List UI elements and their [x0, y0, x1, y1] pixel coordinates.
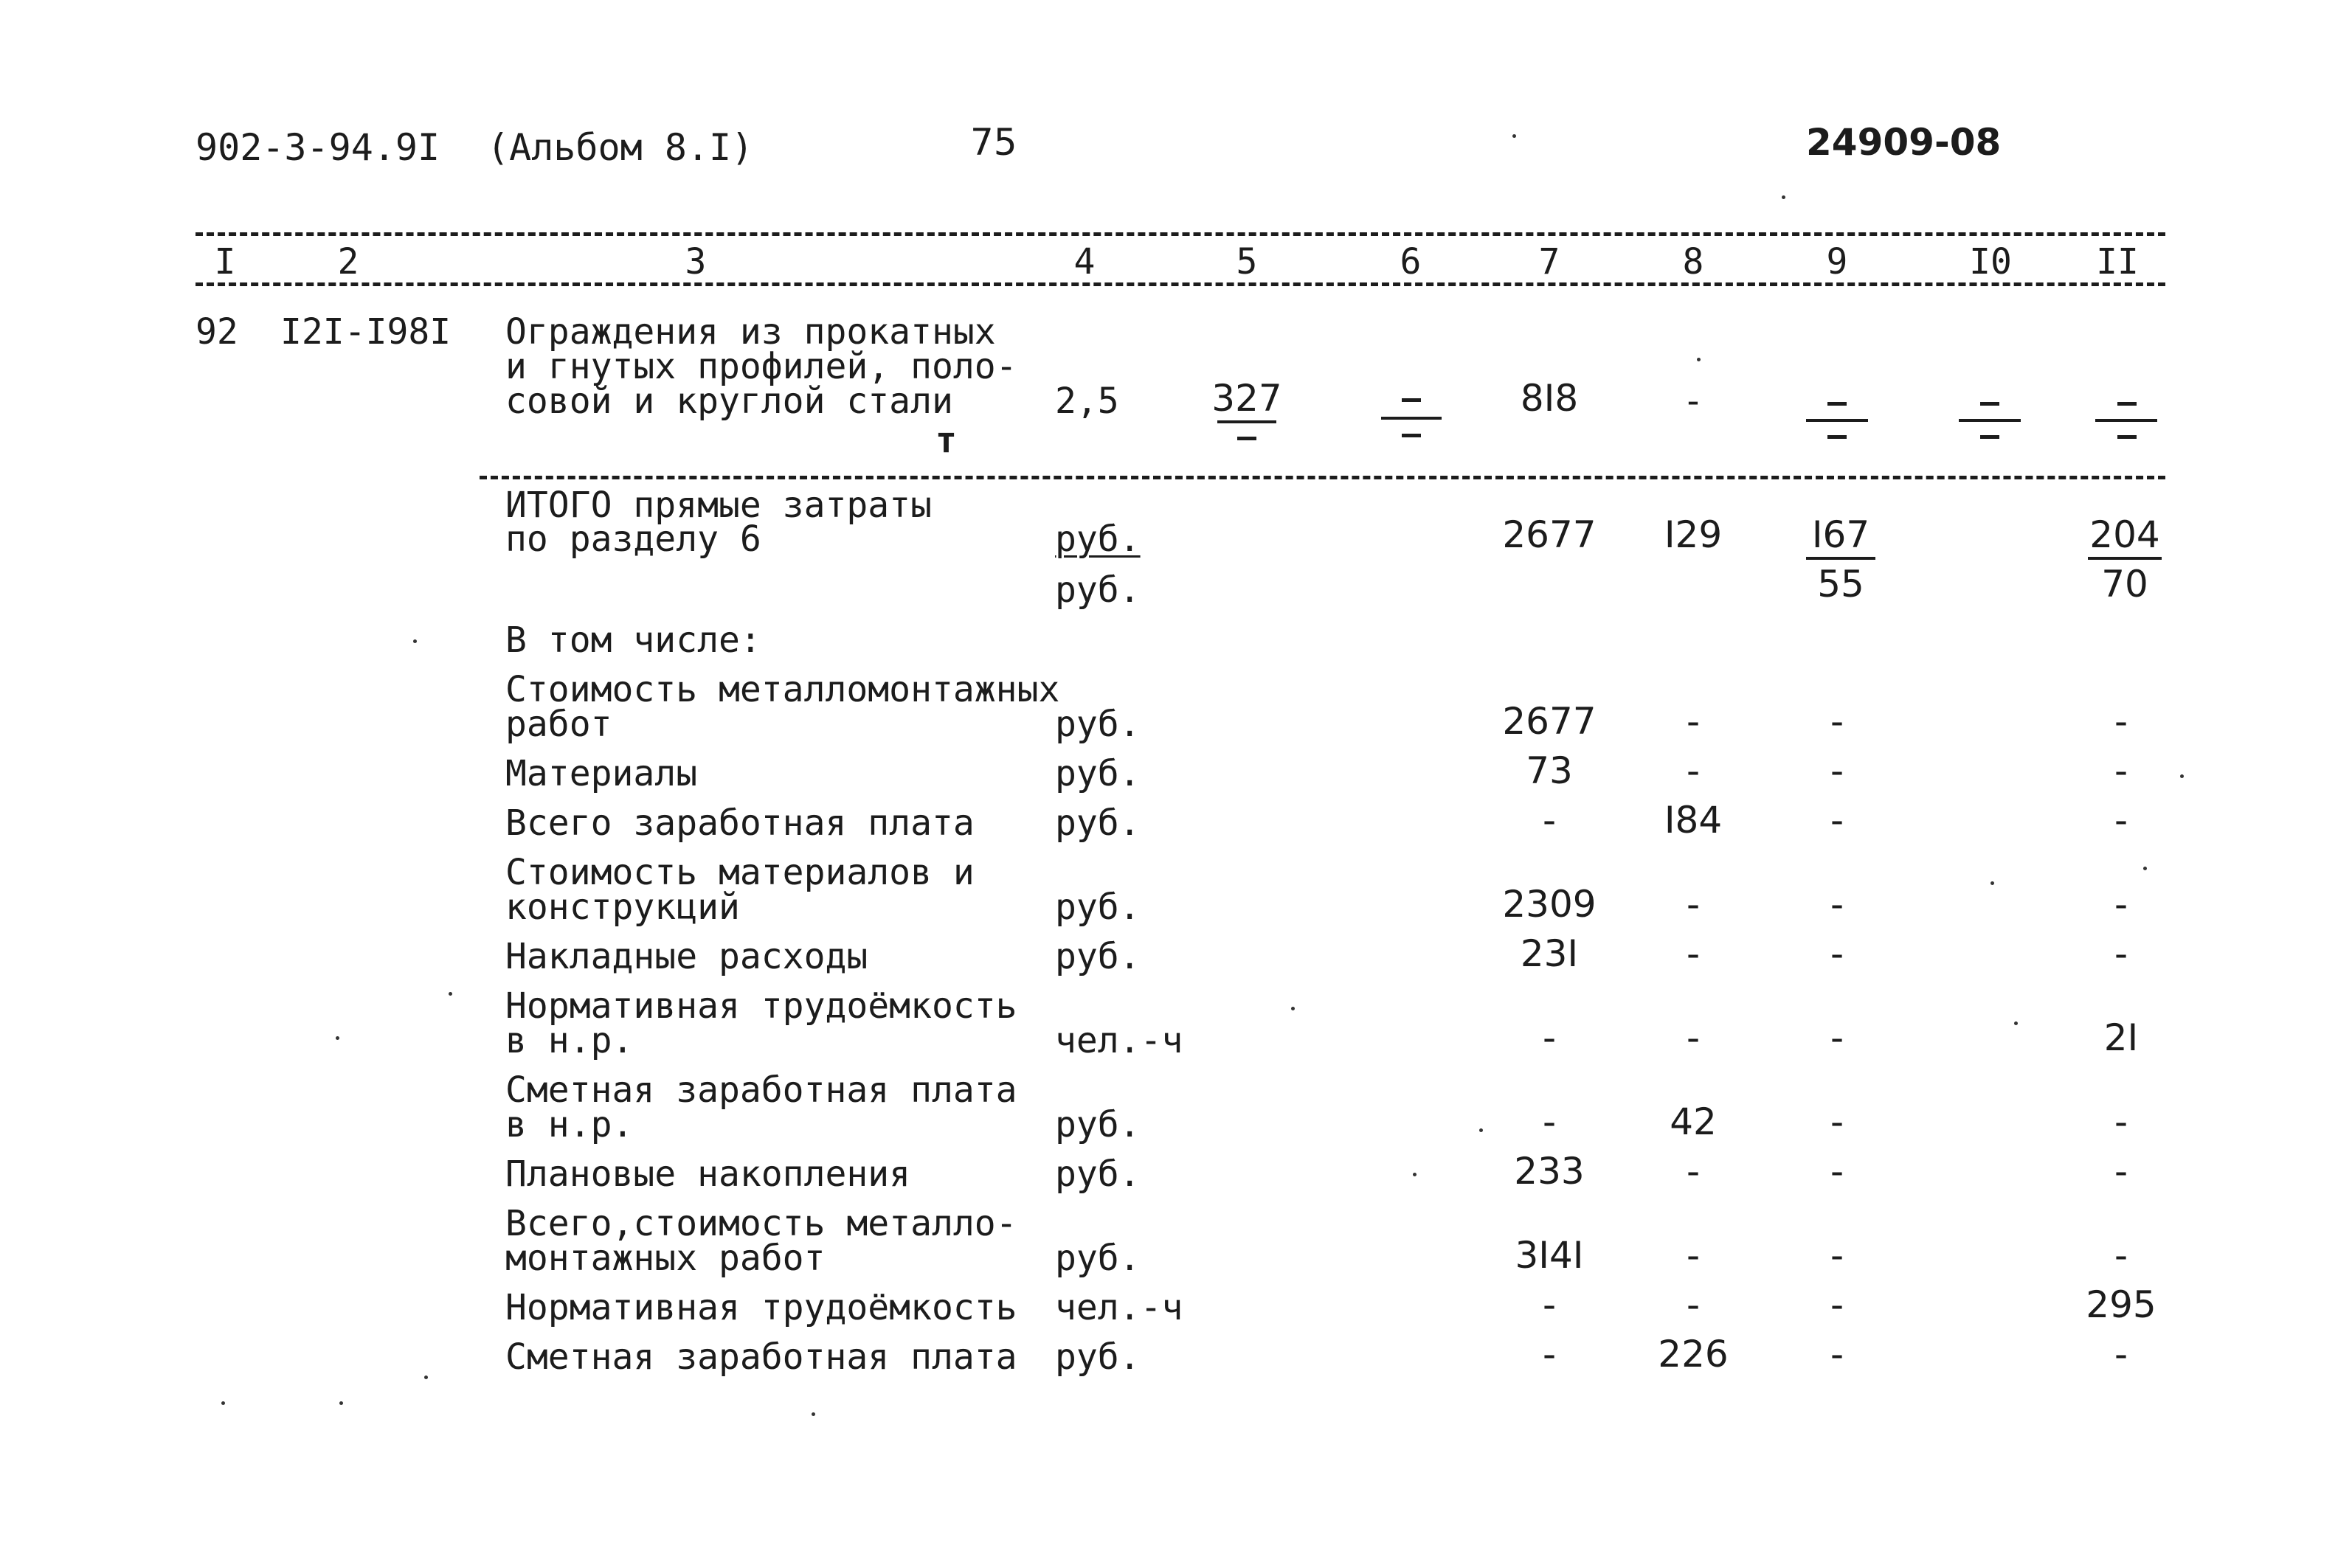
- column-header: II: [2096, 241, 2139, 282]
- cell-col7: -: [1542, 1333, 1557, 1376]
- cell-col7: -: [1542, 1016, 1557, 1059]
- cell-col11: -: [2114, 1333, 2128, 1376]
- cell-col8: -: [1686, 932, 1701, 975]
- breakdown-unit: руб.: [1055, 936, 1141, 977]
- breakdown-unit: руб.: [1055, 802, 1141, 844]
- column-header: 9: [1826, 241, 1848, 282]
- column-header: 6: [1400, 241, 1422, 282]
- cell-col9: -: [1830, 749, 1844, 792]
- fraction-bar: [1217, 420, 1276, 423]
- cell-col9: -: [1830, 700, 1844, 743]
- cell-col9: -: [1830, 932, 1844, 975]
- cell-col9: -: [1830, 1333, 1844, 1376]
- cell-col9: -: [1830, 1283, 1844, 1326]
- cell-col9: -: [1830, 799, 1844, 842]
- column-header: I: [214, 241, 236, 282]
- cell-col9: -: [1830, 1150, 1844, 1193]
- total-col8: I29: [1664, 513, 1723, 556]
- page-number: 75: [970, 121, 1017, 164]
- empty-mark: [1980, 435, 1999, 439]
- empty-mark: [1402, 398, 1421, 402]
- item-total: 8I8: [1520, 377, 1579, 420]
- column-header: 2: [337, 241, 359, 282]
- scan-speck: [1413, 1173, 1417, 1176]
- row-number: 92: [196, 311, 238, 353]
- cell-col8: 42: [1670, 1100, 1717, 1143]
- total-col9-top: I67: [1811, 513, 1870, 556]
- breakdown-unit: чел.-ч: [1055, 1287, 1183, 1328]
- breakdown-label-line: Стоимость металломонтажных: [505, 669, 1060, 710]
- cell-col8: -: [1686, 1234, 1701, 1277]
- cell-col11: -: [2114, 883, 2128, 926]
- breakdown-label-line: Материалы: [505, 753, 698, 794]
- cell-col11: -: [2114, 1234, 2128, 1277]
- cell-col8: -: [1686, 1150, 1701, 1193]
- cell-col7: 73: [1526, 749, 1573, 792]
- total-unit: руб.: [1055, 518, 1141, 560]
- cell-col8: -: [1686, 1016, 1701, 1059]
- cell-col7: 3I4I: [1515, 1234, 1584, 1277]
- fraction-bar: [1381, 417, 1442, 420]
- column-header: 8: [1682, 241, 1704, 282]
- cell-col9: -: [1830, 1100, 1844, 1143]
- cell-col7: 23I: [1520, 932, 1579, 975]
- breakdown-label-line: Накладные расходы: [505, 936, 868, 977]
- empty-mark: [1402, 434, 1421, 437]
- breakdown-label-line: Нормативная трудоёмкость: [505, 985, 1017, 1027]
- column-header: 3: [685, 241, 707, 282]
- item-quantity: 2,5: [1055, 381, 1119, 422]
- column-header: 7: [1538, 241, 1560, 282]
- breakdown-label-line: Всего заработная плата: [505, 802, 975, 844]
- cell-col11: 295: [2086, 1283, 2156, 1326]
- album-label: (Альбом 8.I): [487, 126, 754, 169]
- breakdown-label-line: работ: [505, 704, 612, 745]
- cell-col11: -: [2114, 749, 2128, 792]
- total-label-line: по разделу 6: [505, 518, 761, 560]
- cell-col7: -: [1542, 1100, 1557, 1143]
- item-col8: -: [1682, 381, 1704, 422]
- sheet-number: 24909-08: [1806, 121, 2002, 164]
- item-description-line: Ограждения из прокатных: [505, 311, 996, 353]
- cell-col11: -: [2114, 1100, 2128, 1143]
- fraction-bar: [1806, 557, 1875, 560]
- scan-speck: [424, 1376, 428, 1379]
- empty-mark: [2117, 435, 2137, 439]
- scan-speck: [2143, 867, 2147, 870]
- cell-col11: -: [2114, 700, 2128, 743]
- cell-col8: -: [1686, 700, 1701, 743]
- cell-col8: I84: [1664, 799, 1723, 842]
- scan-speck: [413, 639, 417, 643]
- total-col11-bottom: 70: [2101, 563, 2148, 606]
- cell-col7: 2309: [1502, 883, 1597, 926]
- item-code: I2I-I98I: [280, 311, 452, 353]
- breakdown-unit: руб.: [1055, 1154, 1141, 1195]
- breakdown-label-line: конструкций: [505, 887, 740, 928]
- breakdown-label-line: Стоимость материалов и: [505, 852, 975, 893]
- breakdown-unit: руб.: [1055, 887, 1141, 928]
- breakdown-label-line: Всего,стоимость металло-: [505, 1203, 1017, 1244]
- scan-speck: [449, 992, 452, 996]
- cell-col7: -: [1542, 799, 1557, 842]
- cell-col8: -: [1686, 1283, 1701, 1326]
- breakdown-unit: руб.: [1055, 704, 1141, 745]
- cell-col8: -: [1686, 883, 1701, 926]
- empty-mark: [1827, 435, 1847, 439]
- empty-mark: [2117, 402, 2137, 406]
- fraction-bar: [2088, 557, 2162, 560]
- breakdown-label-line: Сметная заработная плата: [505, 1069, 1017, 1111]
- cell-col11: -: [2114, 799, 2128, 842]
- total-label-line: ИТОГО прямые затраты: [505, 485, 932, 526]
- scan-speck: [1479, 1128, 1483, 1132]
- scan-speck: [1512, 134, 1516, 138]
- cell-col9: -: [1830, 1016, 1844, 1059]
- item-unit: т: [935, 420, 957, 461]
- cell-col8: -: [1686, 749, 1701, 792]
- item-unit-cost: 327: [1211, 377, 1282, 420]
- breakdown-label-line: монтажных работ: [505, 1238, 826, 1279]
- breakdown-unit: руб.: [1055, 1238, 1141, 1279]
- scan-speck: [1291, 1007, 1295, 1010]
- total-col7: 2677: [1502, 513, 1597, 556]
- item-description-line: совой и круглой стали: [505, 381, 953, 422]
- column-header: 5: [1236, 241, 1258, 282]
- cell-col11: -: [2114, 1150, 2128, 1193]
- empty-mark: [1827, 402, 1847, 406]
- fraction-bar: [1806, 419, 1868, 422]
- section-separator-rule: [480, 476, 2165, 479]
- scan-speck: [1697, 358, 1701, 361]
- cell-col11: 2I: [2103, 1016, 2139, 1059]
- breakdown-label-line: Сметная заработная плата: [505, 1336, 1017, 1378]
- scan-speck: [336, 1036, 339, 1040]
- total-col11-top: 204: [2089, 513, 2160, 556]
- cell-col8: 226: [1658, 1333, 1729, 1376]
- empty-mark: [1237, 437, 1256, 440]
- breakdown-label-line: Плановые накопления: [505, 1154, 911, 1195]
- cell-col9: -: [1830, 883, 1844, 926]
- including-label: В том числе:: [505, 620, 761, 661]
- breakdown-label-line: в н.р.: [505, 1104, 634, 1145]
- scan-speck: [2180, 774, 2184, 778]
- breakdown-unit: руб.: [1055, 753, 1141, 794]
- scan-speck: [339, 1401, 343, 1405]
- cell-col7: -: [1542, 1283, 1557, 1326]
- cell-col9: -: [1830, 1234, 1844, 1277]
- scan-speck: [221, 1401, 225, 1405]
- total-unit: руб.: [1055, 569, 1141, 611]
- scan-speck: [1782, 195, 1785, 199]
- breakdown-unit: руб.: [1055, 1336, 1141, 1378]
- fraction-bar: [1959, 419, 2021, 422]
- header-top-rule: [196, 232, 2165, 236]
- column-header: 4: [1073, 241, 1096, 282]
- scan-speck: [2014, 1021, 2018, 1025]
- empty-mark: [1980, 402, 1999, 406]
- breakdown-unit: чел.-ч: [1055, 1020, 1183, 1061]
- breakdown-label-line: в н.р.: [505, 1020, 634, 1061]
- breakdown-label-line: Нормативная трудоёмкость: [505, 1287, 1017, 1328]
- document-code: 902-3-94.9I: [196, 126, 440, 169]
- fraction-bar: [2095, 419, 2157, 422]
- header-bottom-rule: [196, 282, 2165, 286]
- column-header: I0: [1969, 241, 2012, 282]
- item-description-line: и гнутых профилей, поло-: [505, 346, 1017, 387]
- scan-speck: [1990, 881, 1994, 885]
- scan-speck: [812, 1412, 815, 1416]
- total-col9-bottom: 55: [1817, 563, 1864, 606]
- breakdown-unit: руб.: [1055, 1104, 1141, 1145]
- cell-col11: -: [2114, 932, 2128, 975]
- cell-col7: 2677: [1502, 700, 1597, 743]
- cell-col7: 233: [1514, 1150, 1585, 1193]
